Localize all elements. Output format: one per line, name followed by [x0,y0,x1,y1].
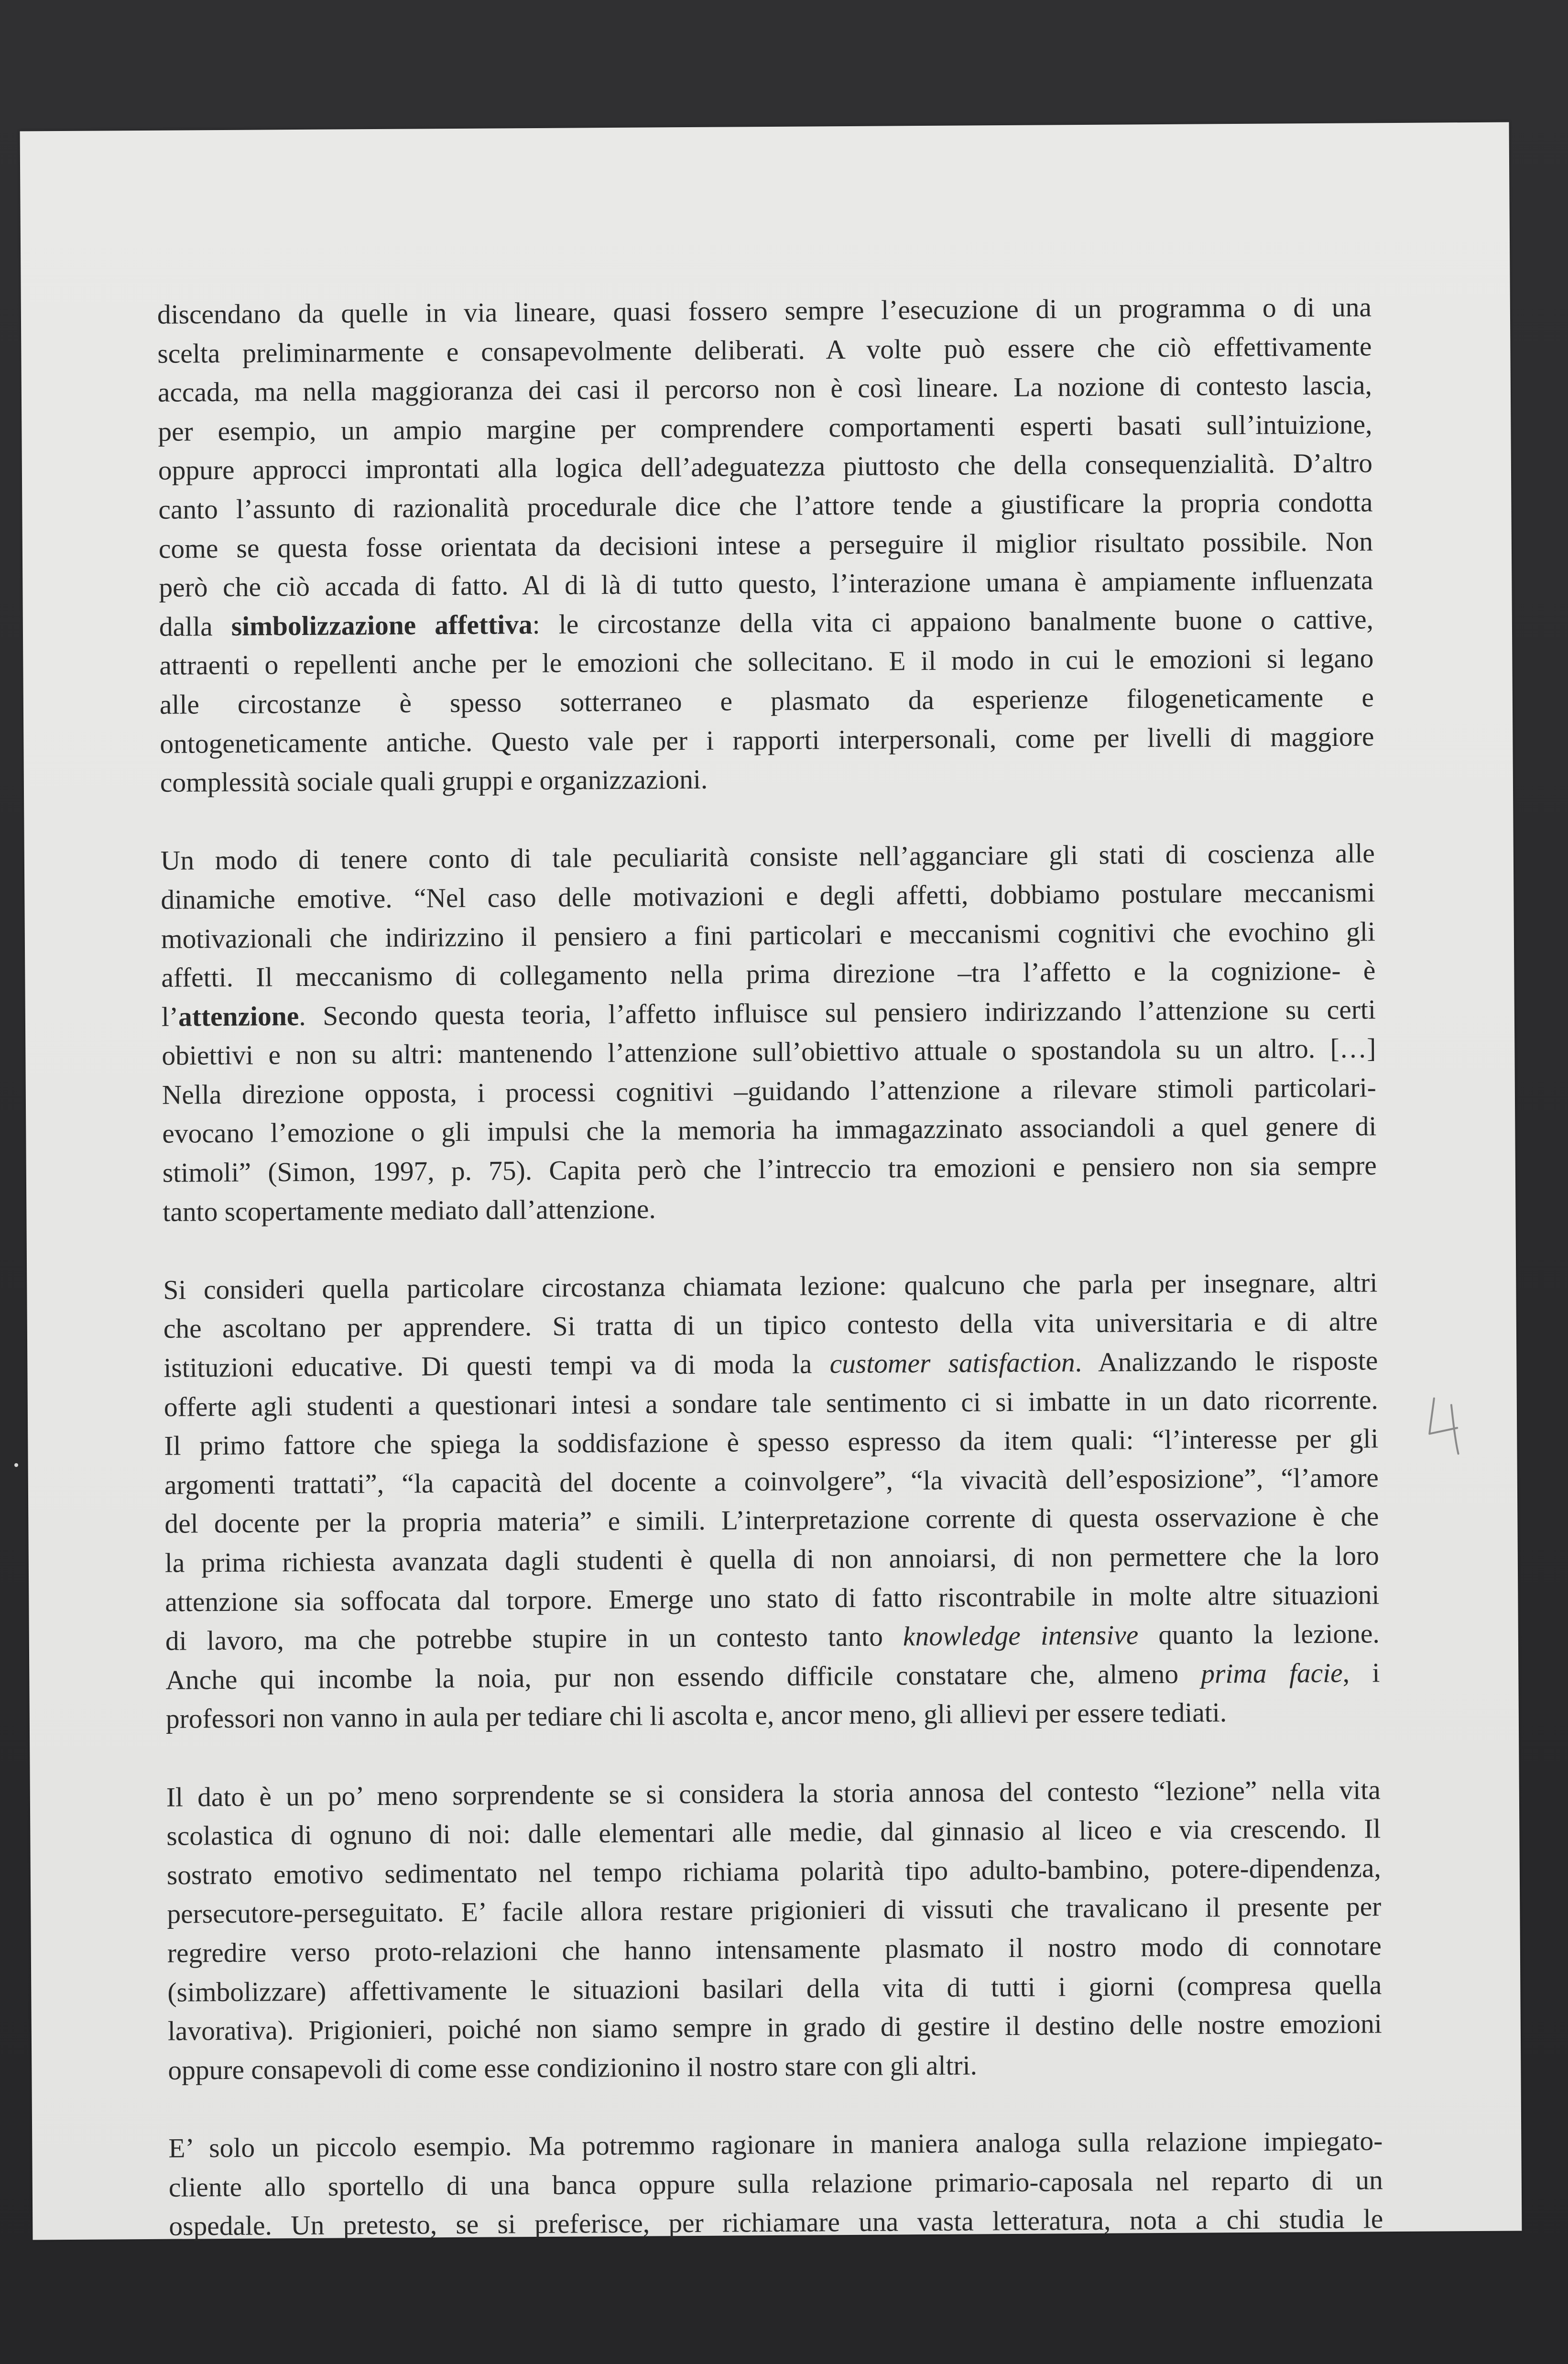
italic-term: prima facie [1201,1658,1343,1689]
text-run: quanto la lezione. [1138,1619,1380,1651]
text-line: per esempio, un ampio margine per comprendere comportamenti esperti basati sull’intuizione, [158,409,1372,447]
text-line: lavorativa). Prigionieri, poiché non siamo sempre in grado di gestire il destino delle nostre emozioni [167,2009,1382,2047]
text-run: di lavoro, ma che potrebbe stupire in un contesto tanto [165,1621,904,1656]
text-run: dalla [159,611,231,642]
text-run: istituzioni educative. Di questi tempi va di moda la [163,1349,830,1383]
text-line: accada, ma nella maggioranza dei casi il percorso non è così lineare. La nozione di contesto lascia, [157,370,1372,408]
text-line: regredire verso proto-relazioni che hanno intensamente plasmato il nostro modo di connotare [167,1931,1382,1969]
text-line: affetti. Il meccanismo di collegamento nella prima direzione –tra l’affetto e la cognizione- è [161,955,1376,993]
paragraph-2 [161,834,1377,1232]
text-line: professori non vanno in aula per tediare chi li ascolta e, ancor meno, gli allievi per essere tediati. [165,1697,1227,1735]
text-run: , i [1342,1658,1380,1688]
text-line: motivazionali che indirizzino il pensiero a fini particolari e meccanismi cognitivi che evochino gli [161,916,1376,954]
text-line: persecutore-perseguitato. E’ facile allora restare prigionieri di vissuti che travalicano il presente per [167,1892,1382,1930]
text-line: alle circostanze è spesso sotterraneo e plasmato da esperienze filogeneticamente e [159,682,1374,720]
bold-term: attenzione [178,1001,299,1032]
bold-term: simbolizzazione affettiva [231,609,533,642]
document-body [157,288,1383,2246]
text-line: attenzione sia soffocata dal torpore. Emerge uno stato di fatto riscontrabile in molte altre situazioni [165,1579,1380,1618]
italic-term: knowledge intensive [903,1620,1139,1652]
dust-speck [14,1463,18,1467]
text-line: oppure consapevoli di come esse condizionino il nostro stare con gli altri. [168,2050,978,2086]
text-line: (simbolizzare) affettivamente le situazioni basilari della vita di tutti i giorni (compresa quella [167,1970,1382,2008]
text-line: Nella direzione opposta, i processi cognitivi –guidando l’attenzione a rilevare stimoli particolari- [162,1073,1377,1110]
text-run: . Secondo questa teoria, l’affetto influisce sul pensiero indirizzando l’attenzione su certi [299,994,1376,1031]
text-line [165,1614,1380,1661]
text-run: Anche qui incombe la noia, pur non essendo difficile constatare che, almeno [165,1659,1201,1696]
text-line: stimoli” (Simon, 1997, p. 75). Capita però che l’intreccio tra emozioni e pensiero non sia sempre [162,1150,1377,1188]
text-line: Si consideri quella particolare circostanza chiamata lezione: qualcuno che parla per insegnare, altri [163,1268,1378,1305]
text-line: scelta preliminarmente e consapevolmente deliberati. A volte può essere che ciò effettivamente [157,331,1372,369]
text-line: evocano l’emozione o gli impulsi che la memoria ha immagazzinato associandoli a quel genere di [162,1111,1377,1149]
text-line: offerte agli studenti a questionari intesi a sondare tale sentimento ci si imbatte in un dato ricorrente. [163,1384,1379,1423]
text-line: ontogeneticamente antiche. Questo vale per i rapporti interpersonali, come per livelli di maggiore [160,721,1374,759]
handwritten-page-number [1424,1394,1477,1457]
text-line: oppure approcci improntati alla logica dell’adeguatezza piuttosto che della consequenzialità. D’altro [158,448,1373,486]
text-line [159,600,1373,646]
text-line: del docente per la propria materia” e simili. L’interpretazione corrente di questa osservazione è che [164,1501,1379,1540]
text-line: la prima richiesta avanzata dagli studenti è quella di non annoiarsi, di non permettere che la loro [164,1541,1380,1578]
text-run: . Analizzando le risposte [1075,1346,1378,1378]
text-line [165,1653,1380,1700]
text-line: discendano da quelle in via lineare, quasi fossero sempre l’esecuzione di un programma o di una [157,292,1372,330]
paragraph-1 [157,288,1374,802]
text-run: l’ [161,1002,179,1032]
text-line: però che ciò accada di fatto. Al di là di tutto questo, l’interazione umana è ampiamente influenzata [159,565,1373,603]
paper-sheet [20,122,1522,2240]
text-line: ospedale. Un pretesto, se si preferisce, per richiamare una vasta letteratura, nota a chi studia le [169,2204,1383,2242]
text-line: canto l’assunto di razionalità procedurale dice che l’attore tende a giustificare la propria condotta [158,487,1373,525]
text-line: complessità sociale quali gruppi e organizzazioni. [160,764,708,798]
text-line: sostrato emotivo sedimentato nel tempo richiama polarità tipo adulto-bambino, potere-dipendenza, [166,1852,1381,1891]
text-line: argomenti trattati”, “la capacità del docente a coinvolgere”, “la vivacità dell’esposizione”, “l’amore [164,1463,1379,1500]
text-line: Un modo di tenere conto di tale peculiarità consiste nell’agganciare gli stati di coscienza alle [160,838,1375,876]
text-line: tanto scopertamente mediato dall’attenzione. [163,1194,656,1227]
italic-term: customer satisfaction [829,1347,1075,1379]
paragraph-4 [166,1771,1383,2090]
text-line: cliente allo sportello di una banca oppure sulla relazione primario-caposala nel reparto di un [168,2165,1383,2203]
text-line: che ascoltano per apprendere. Si tratta di un tipico contesto della vita universitaria e di altre [163,1306,1378,1345]
text-run: : le circostanze della vita ci appaiono banalmente buone o cattive, [532,604,1374,640]
text-line [162,990,1376,1037]
margin-annotation-text: 4 [1423,1394,1424,1395]
text-line: come se questa fosse orientata da decisioni intese a perseguire il miglior risultato possibile. Non [158,526,1373,564]
text-line: Il primo fattore che spiega la soddisfazione è spesso espresso da item quali: “l’interesse per gli [164,1423,1379,1461]
text-line: obiettivi e non su altri: mantenendo l’attenzione sull’obiettivo attuale o spostandola su un altro. […] [162,1033,1376,1072]
paragraph-5 [168,2122,1383,2246]
text-line: Il dato è un po’ meno sorprendente se si considera la storia annosa del contesto “lezione” nella vita [166,1774,1381,1813]
paragraph-3 [163,1263,1380,1739]
text-line: dinamiche emotive. “Nel caso delle motivazioni e degli affetti, dobbiamo postulare meccanismi [161,877,1375,915]
text-line [163,1341,1378,1388]
text-line: scolastica di ognuno di noi: dalle elementari alle medie, dal ginnasio al liceo e via crescendo. Il [166,1814,1381,1851]
text-line: attraenti o repellenti anche per le emozioni che sollecitano. E il modo in cui le emozioni si legano [159,643,1374,681]
text-line: E’ solo un piccolo esempio. Ma potremmo ragionare in maniera analoga sulla relazione impiegato- [168,2126,1383,2164]
